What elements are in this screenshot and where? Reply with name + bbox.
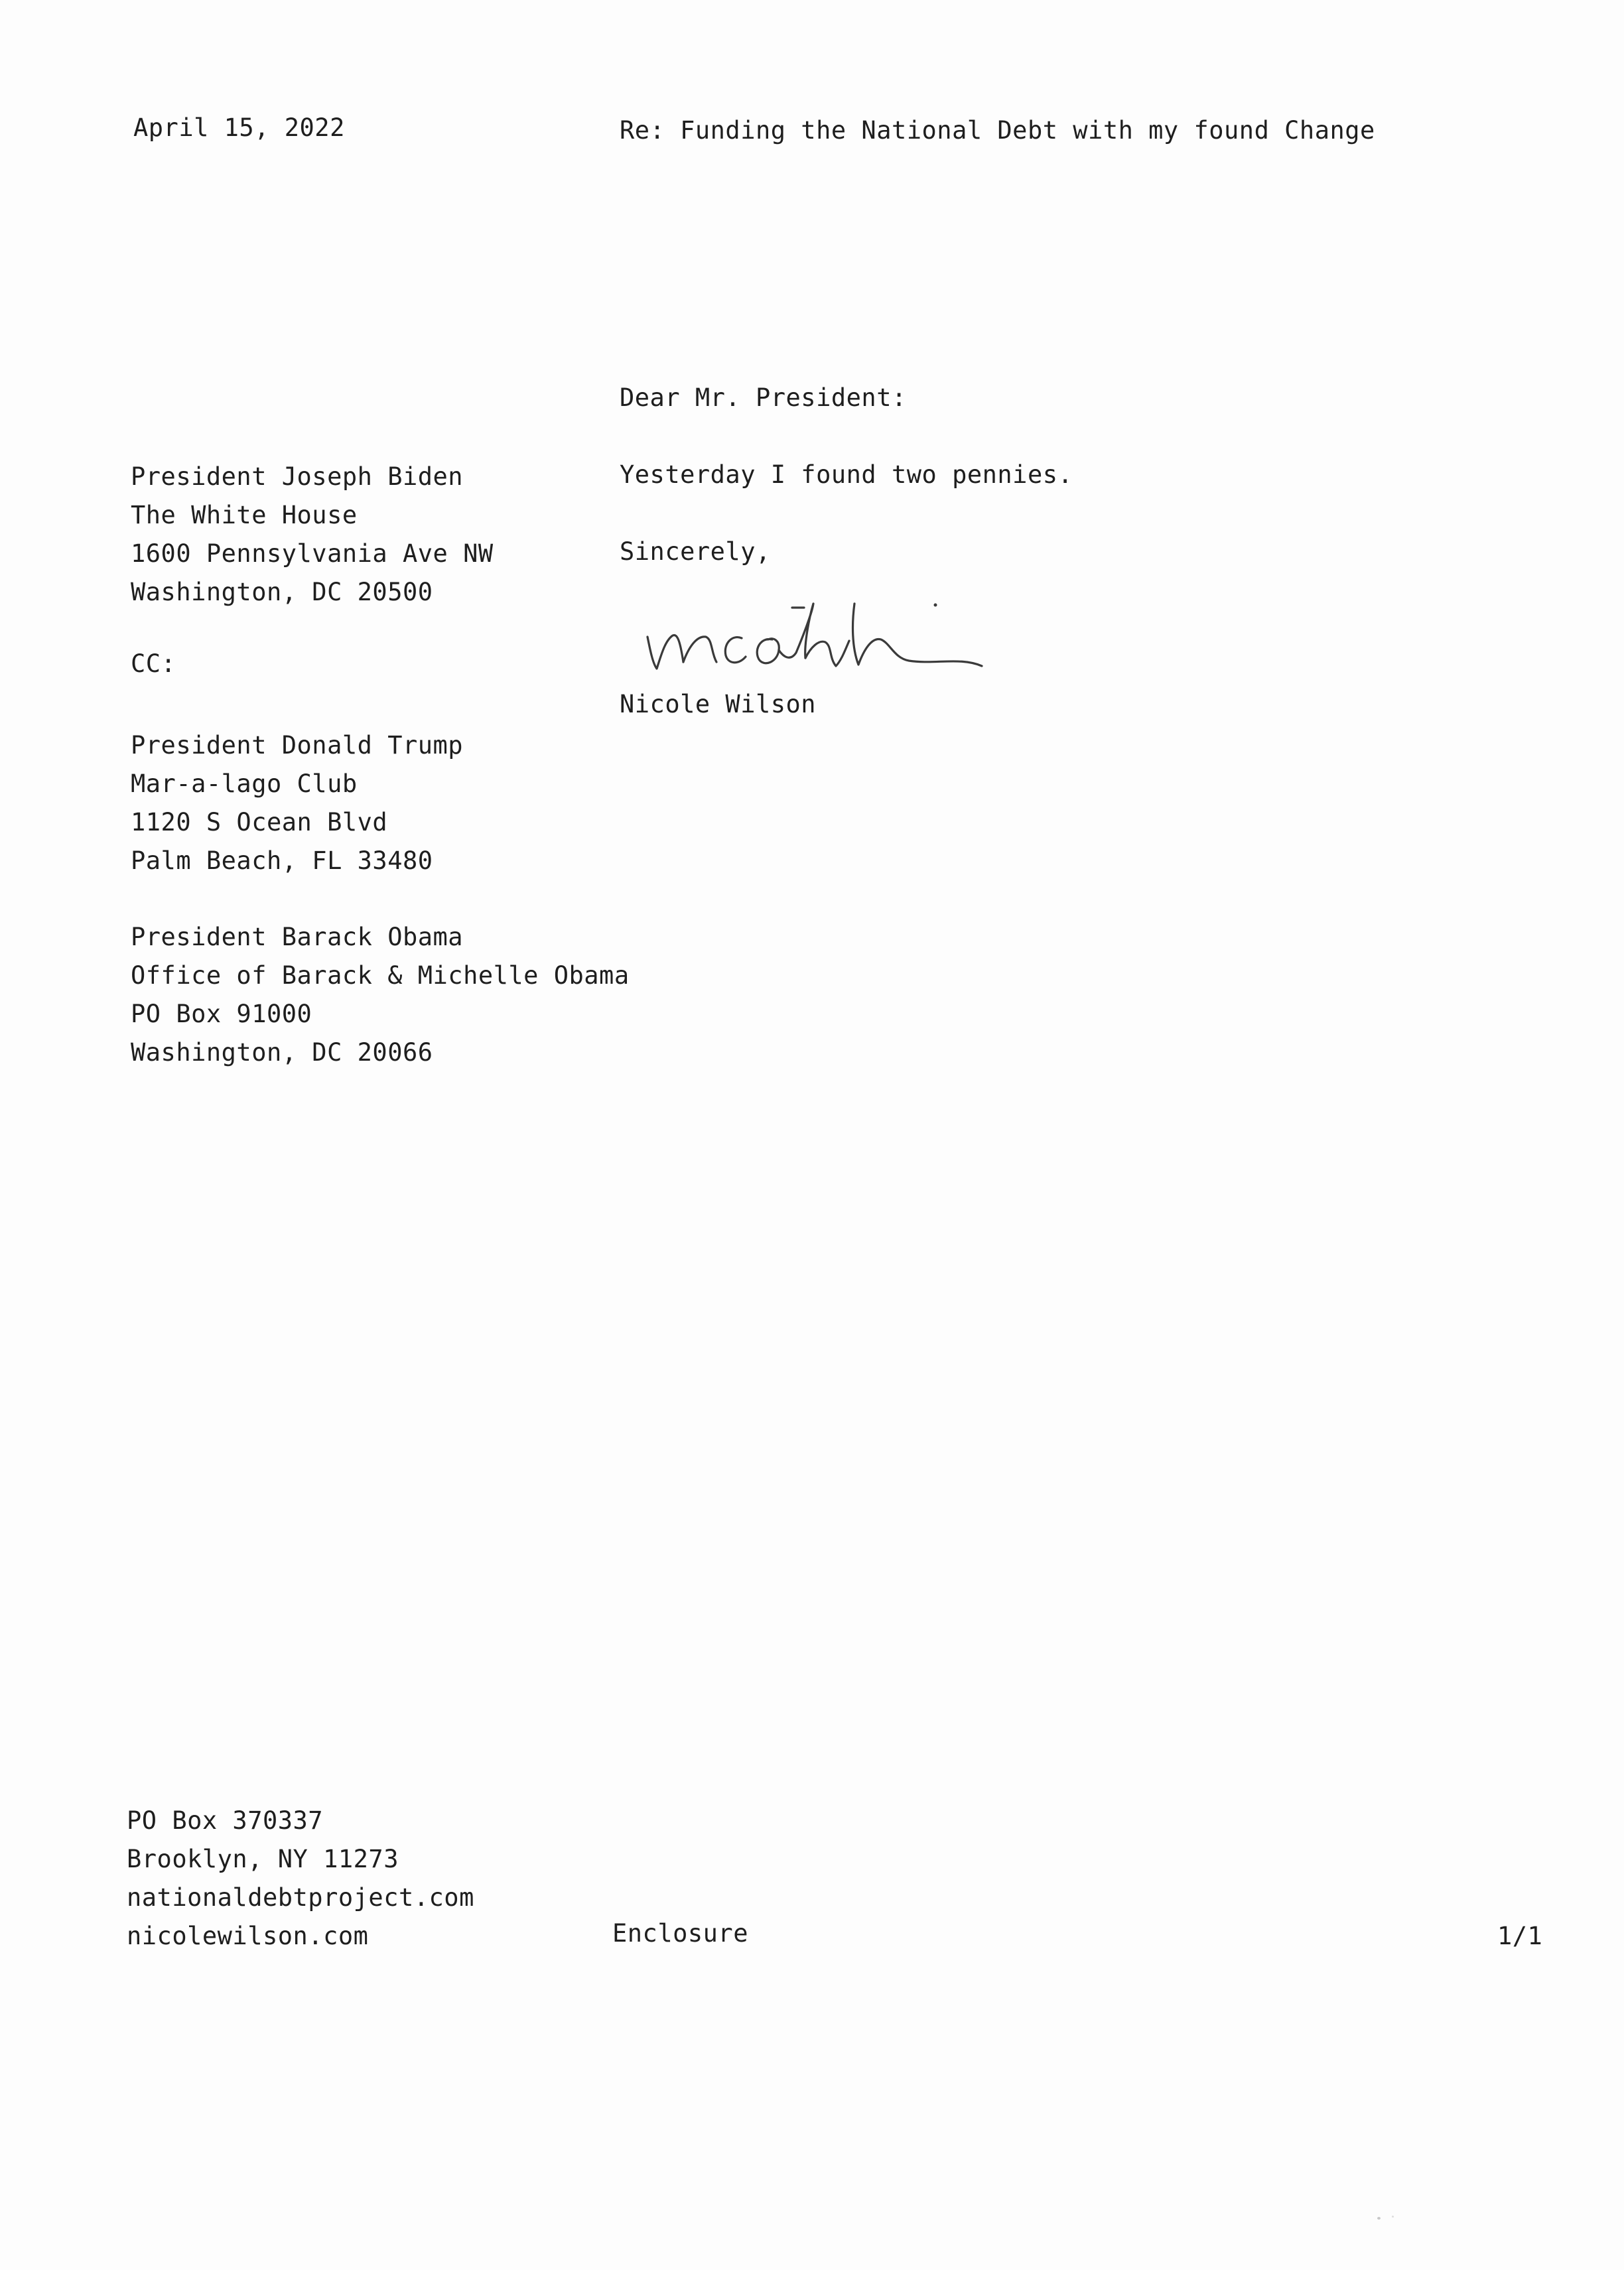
- letter-salutation: Dear Mr. President:: [620, 383, 907, 412]
- letter-body: Yesterday I found two pennies.: [620, 460, 1073, 489]
- address-line: Office of Barack & Michelle Obama: [131, 961, 630, 990]
- handwritten-signature: [642, 584, 987, 683]
- scan-speck: [1392, 2216, 1394, 2218]
- website-link: nicolewilson.com: [127, 1922, 369, 1950]
- letter-date: April 15, 2022: [133, 113, 345, 142]
- scan-speck: [1377, 2217, 1381, 2220]
- address-line: President Barack Obama: [131, 923, 464, 951]
- address-line: President Donald Trump: [131, 731, 464, 760]
- cc-address: [131, 726, 463, 880]
- address-line: President Joseph Biden: [131, 462, 464, 491]
- address-line: Washington, DC 20500: [131, 578, 433, 606]
- address-line: Mar-a-lago Club: [131, 769, 358, 798]
- recipient-address: [131, 458, 494, 612]
- cc-address: [131, 918, 630, 1072]
- address-line: The White House: [131, 501, 358, 529]
- address-line: Washington, DC 20066: [131, 1038, 433, 1067]
- address-line: Brooklyn, NY 11273: [127, 1845, 399, 1873]
- address-line: 1600 Pennsylvania Ave NW: [131, 539, 494, 568]
- address-line: PO Box 91000: [131, 1000, 312, 1028]
- website-link: nationaldebtproject.com: [127, 1883, 474, 1912]
- cc-label: CC:: [131, 649, 176, 678]
- address-line: Palm Beach, FL 33480: [131, 846, 433, 875]
- address-line: PO Box 370337: [127, 1806, 324, 1835]
- sender-address: [127, 1802, 474, 1956]
- letter-subject: Re: Funding the National Debt with my found Change: [620, 116, 1375, 145]
- letter-closing: Sincerely,: [620, 537, 771, 566]
- address-line: 1120 S Ocean Blvd: [131, 808, 388, 836]
- page-number: 1/1: [1497, 1922, 1543, 1950]
- signer-name: Nicole Wilson: [620, 690, 817, 718]
- enclosure-note: Enclosure: [612, 1919, 748, 1948]
